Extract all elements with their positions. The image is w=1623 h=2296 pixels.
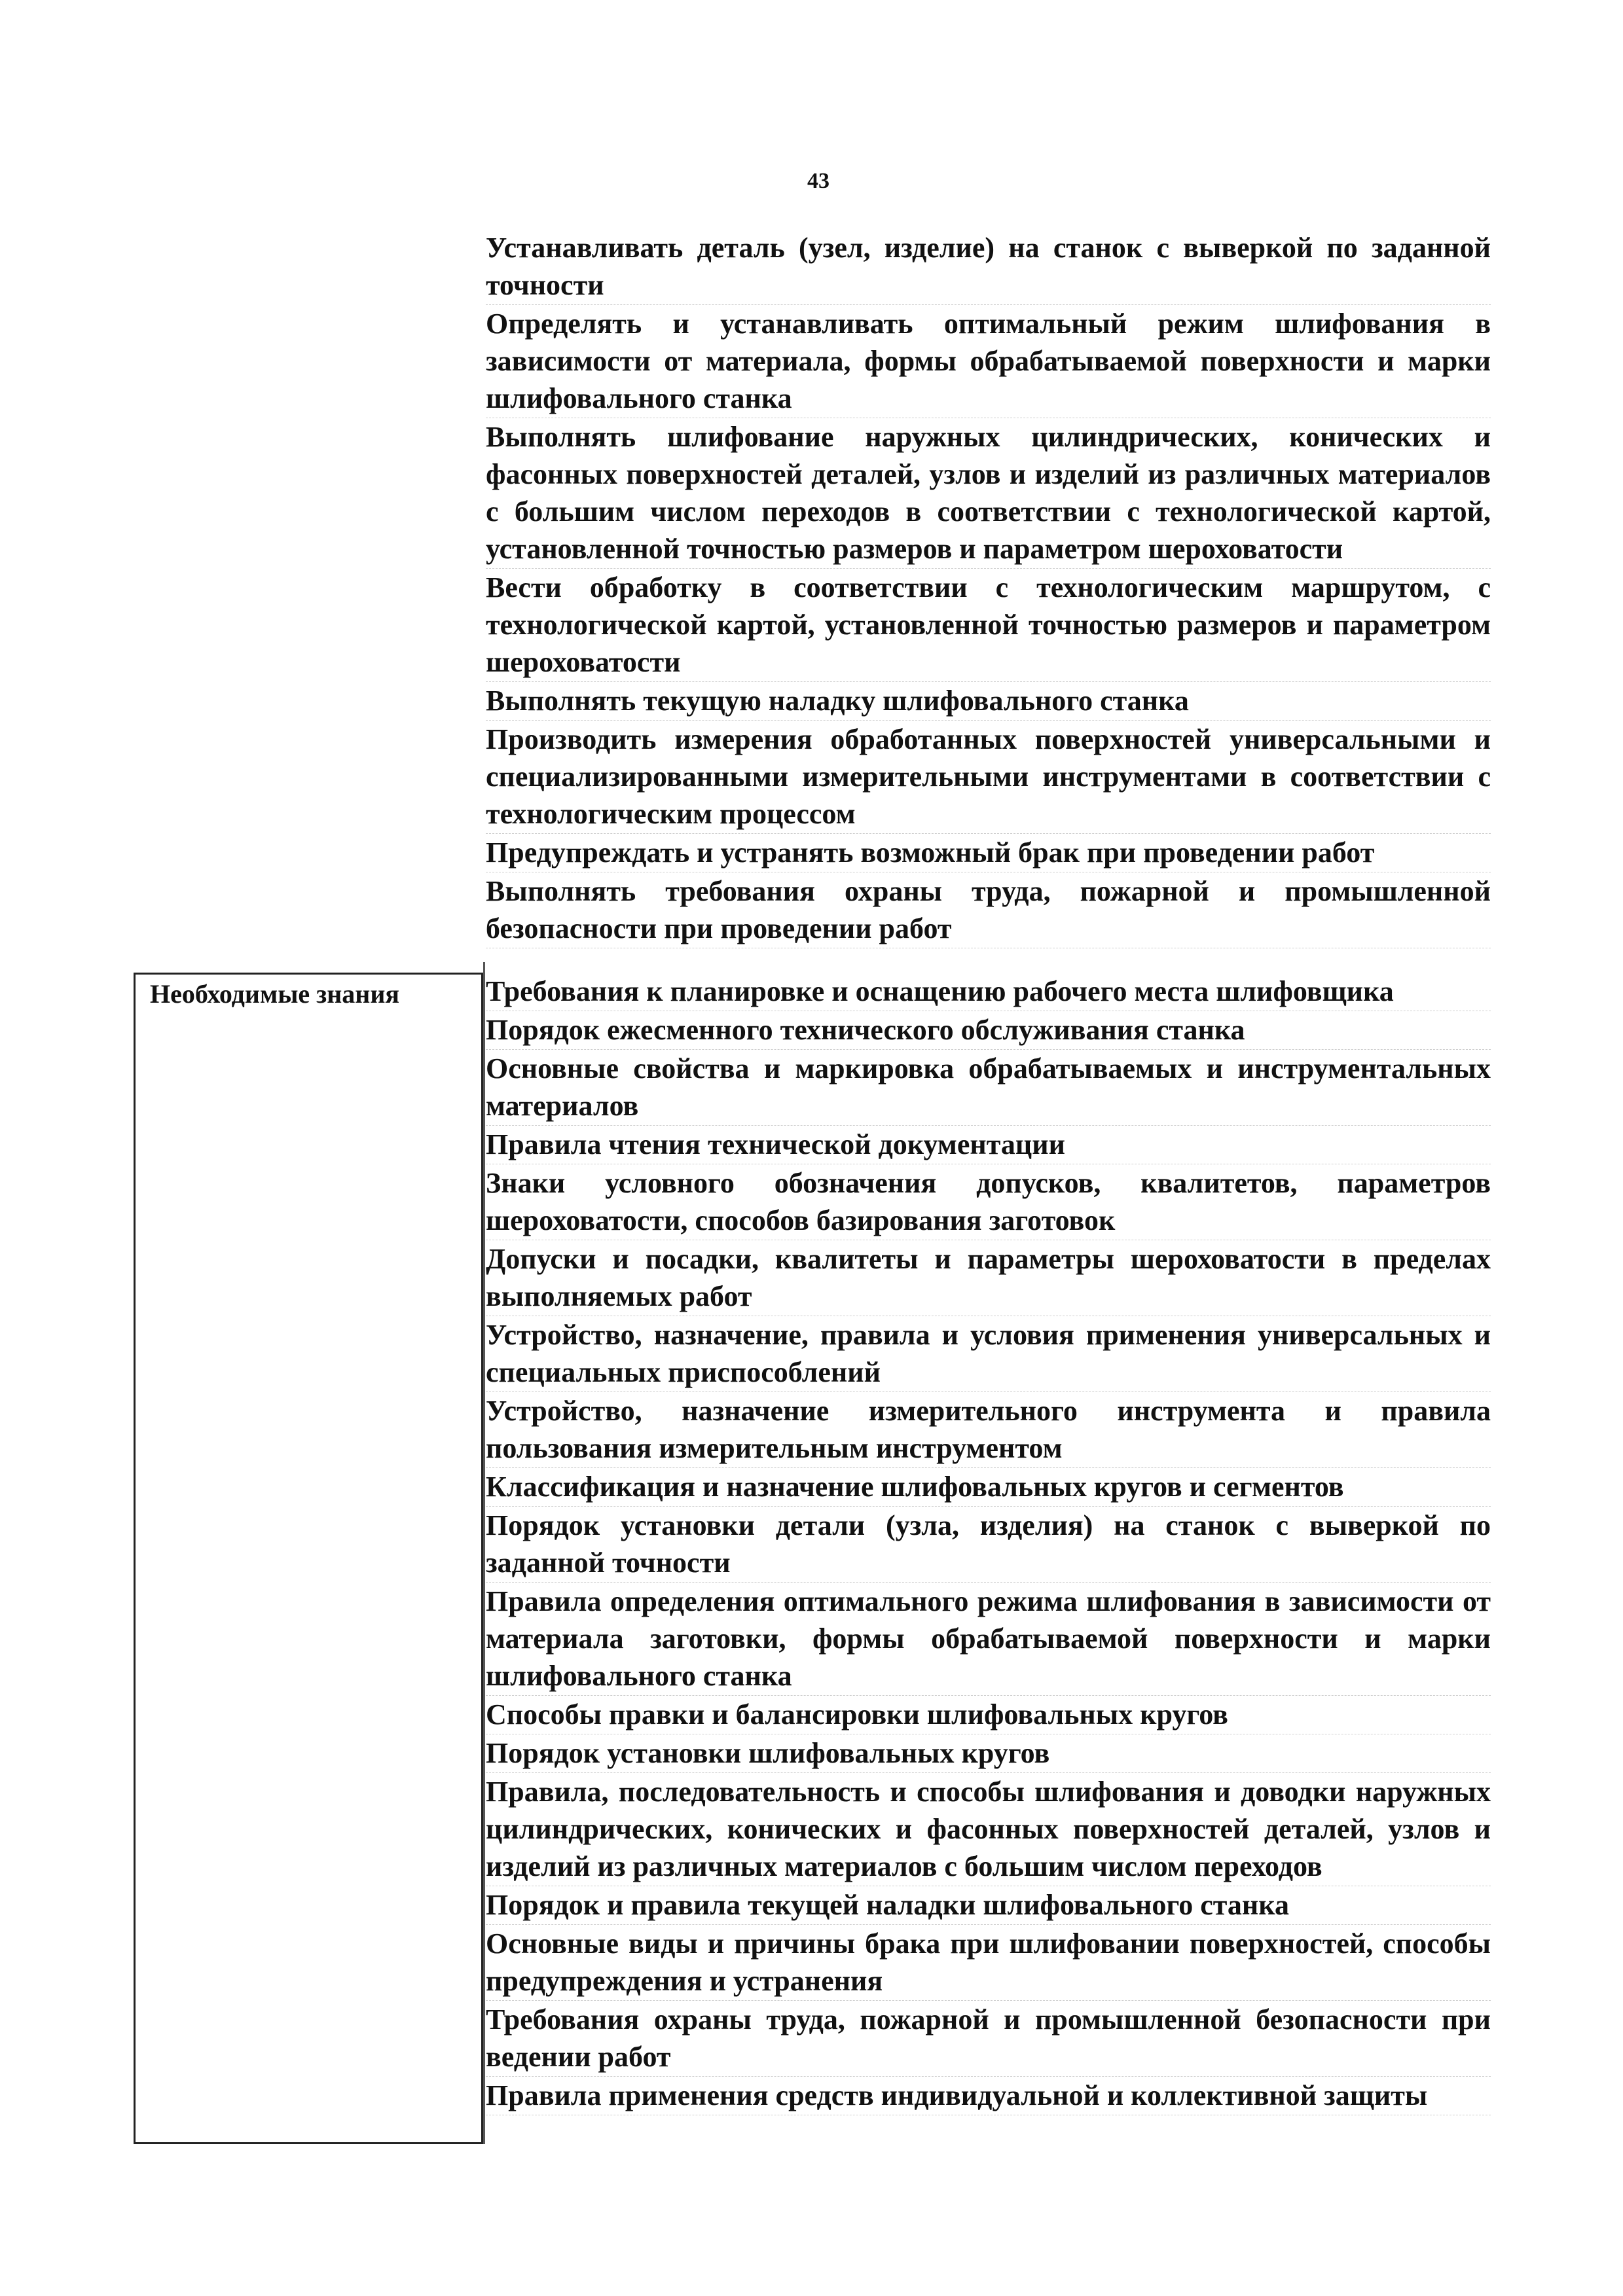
skill-item: Выполнять шлифование наружных цилиндрических, конических и фасонных поверхностей деталей, узлов и изделий из различных материалов с большим числом переходов в соответствии с технологической картой, установленной точностью размеров и параметром шероховатости <box>486 418 1491 569</box>
knowledge-item: Устройство, назначение измерительного инструмента и правила пользования измерительным инструментом <box>486 1392 1491 1468</box>
skills-list <box>486 229 1491 948</box>
knowledge-item: Основные виды и причины брака при шлифовании поверхностей, способы предупреждения и устранения <box>486 1925 1491 2001</box>
skill-item: Выполнять текущую наладку шлифовального станка <box>486 682 1491 721</box>
skill-item: Выполнять требования охраны труда, пожарной и промышленной безопасности при проведении работ <box>486 872 1491 948</box>
knowledge-item: Правила чтения технической документации <box>486 1126 1491 1164</box>
knowledge-table <box>134 973 1491 2144</box>
knowledge-item: Способы правки и балансировки шлифовальных кругов <box>486 1696 1491 1734</box>
knowledge-item: Допуски и посадки, квалитеты и параметры шероховатости в пределах выполняемых работ <box>486 1240 1491 1316</box>
knowledge-label: Необходимые знания <box>134 973 483 2144</box>
knowledge-item: Устройство, назначение, правила и условия применения универсальных и специальных приспособлений <box>486 1316 1491 1392</box>
knowledge-item: Порядок и правила текущей наладки шлифовального станка <box>486 1886 1491 1925</box>
knowledge-item: Требования к планировке и оснащению рабочего места шлифовщика <box>486 973 1491 1011</box>
skill-item: Предупреждать и устранять возможный брак при проведении работ <box>486 834 1491 872</box>
skill-item: Производить измерения обработанных поверхностей универсальными и специализированными измерительными инструментами в соответствии с технологическим процессом <box>486 721 1491 834</box>
knowledge-item: Порядок установки шлифовальных кругов <box>486 1734 1491 1773</box>
knowledge-item: Требования охраны труда, пожарной и промышленной безопасности при ведении работ <box>486 2001 1491 2077</box>
knowledge-item: Классификация и назначение шлифовальных кругов и сегментов <box>486 1468 1491 1507</box>
page-number: 43 <box>807 169 830 193</box>
knowledge-list <box>486 973 1491 2115</box>
knowledge-item: Знаки условного обозначения допусков, квалитетов, параметров шероховатости, способов базирования заготовок <box>486 1164 1491 1240</box>
knowledge-item: Порядок установки детали (узла, изделия) на станок с выверкой по заданной точности <box>486 1507 1491 1583</box>
knowledge-item: Основные свойства и маркировка обрабатываемых и инструментальных материалов <box>486 1050 1491 1126</box>
skill-item: Определять и устанавливать оптимальный режим шлифования в зависимости от материала, формы обрабатываемой поверхности и марки шлифовального станка <box>486 305 1491 418</box>
knowledge-item: Правила определения оптимального режима шлифования в зависимости от материала заготовки, формы обрабатываемой поверхности и марки шлифовального станка <box>486 1583 1491 1696</box>
knowledge-item: Порядок ежесменного технического обслуживания станка <box>486 1011 1491 1050</box>
knowledge-item: Правила применения средств индивидуальной и коллективной защиты <box>486 2077 1491 2115</box>
knowledge-item: Правила, последовательность и способы шлифования и доводки наружных цилиндрических, конических и фасонных поверхностей деталей, узлов и изделий из различных материалов с большим числом переходов <box>486 1773 1491 1886</box>
skill-item: Устанавливать деталь (узел, изделие) на станок с выверкой по заданной точности <box>486 229 1491 305</box>
skill-item: Вести обработку в соответствии с технологическим маршрутом, с технологической картой, установленной точностью размеров и параметром шероховатости <box>486 569 1491 682</box>
